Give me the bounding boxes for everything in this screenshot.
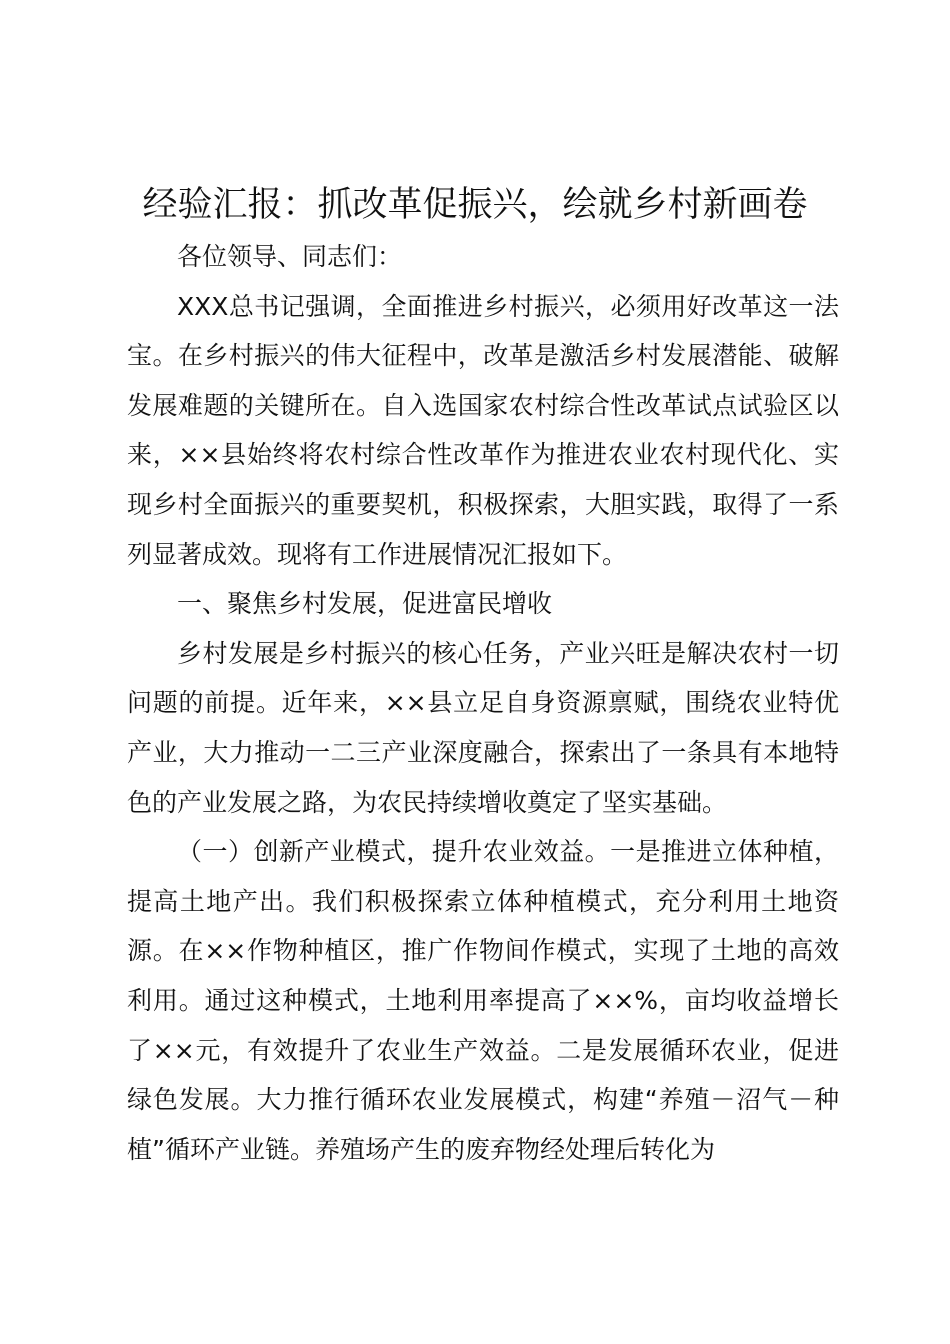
section-1-intro: 乡村发展是乡村振兴的核心任务，产业兴旺是解决农村一切问题的前提。近年来，××县立足自身资源禀赋，围绕农业特优产业，大力推动一二三产业深度融合，探索出了一条具有本地特色的产业发展之路，为农民持续增收奠定了坚实基础。: [127, 638, 839, 817]
document-body: [127, 232, 839, 1174]
section-1-sub-1: （一）创新产业模式，提升农业效益。一是推进立体种植，提高土地产出。我们积极探索立体种植模式，充分利用土地资源。在××作物种植区，推广作物间作模式，实现了土地的高效利用。通过这种模式，土地利用率提高了××%，亩均收益增长了××元，有效提升了农业生产效益。二是发展循环农业，促进绿色发展。大力推行循环农业发展模式，构建“养殖－沼气－种植”循环产业链。养殖场产生的废弃物经处理后转化为: [127, 837, 839, 1164]
document-title: 经验汇报：抓改革促振兴，绘就乡村新画卷: [142, 185, 808, 225]
salutation: 各位领导、同志们：: [177, 242, 403, 271]
paragraph-intro: XXX总书记强调，全面推进乡村振兴，必须用好改革这一法宝。在乡村振兴的伟大征程中，改革是激活乡村发展潜能、破解发展难题的关键所在。自入选国家农村综合性改革试点试验区以来，××县始终将农村综合性改革作为推进农业农村现代化、实现乡村全面振兴的重要契机，积极探索，大胆实践，取得了一系列显著成效。现将有工作进展情况汇报如下。: [127, 291, 839, 569]
section-heading-1: 一、聚焦乡村发展，促进富民增收: [177, 589, 553, 619]
